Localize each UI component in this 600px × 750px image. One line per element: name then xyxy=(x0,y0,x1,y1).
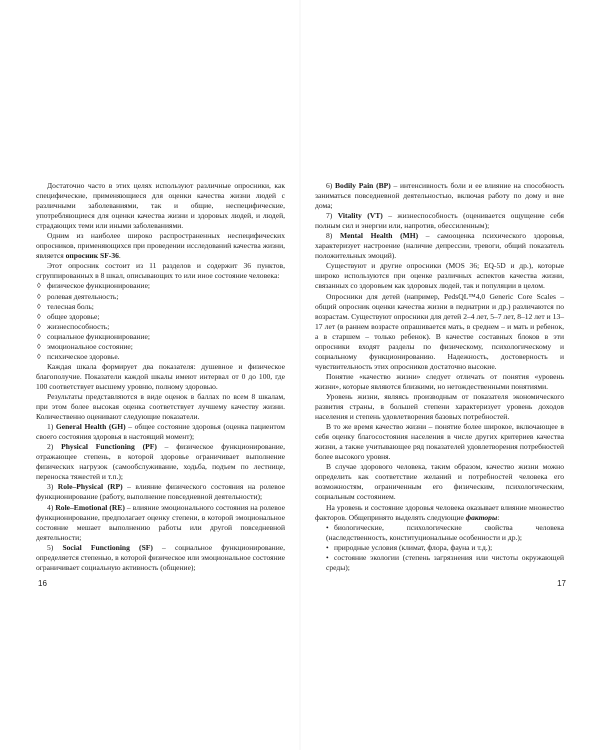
scale-number: 7) xyxy=(326,211,333,221)
paragraph: Опросники для детей (например, PedsQL™4,0 Generic Core Scales – общий опросник оценки качества жизни в педиатрии и др.) различаются по возрастам. Существуют опросники для детей 2–4 лет, 5–7 лет, 8–12 лет и 13–17 лет (в раннем возрасте опрашивается мать, в среднем – и мать и ребенок, а в старшем – только ребенок). В качестве составных блоков в эти опросники входят разделы по физическому, психологическому и социальному функционированию. Надежность, достоверность и чувствительность этих опросников достаточно высокие. xyxy=(315,291,564,371)
list-item-text: биологические, психологические свойства человека (наследственность, конституциональные особенности и др.); xyxy=(326,522,564,542)
list-item xyxy=(36,312,285,322)
list-item-text: эмоциональное состояние; xyxy=(47,341,133,351)
list-item-text: природные условия (климат, флора, фауна и т.д.); xyxy=(334,542,493,552)
factors-term: факторы xyxy=(465,512,498,522)
page-number: 16 xyxy=(38,579,47,588)
diamond-bullet-icon: ◊ xyxy=(37,281,41,291)
scale-text: – жизнеспособность (оценивается ощущение себя полным сил и энергии или, напротив, обессиленным); xyxy=(315,211,564,231)
list-item-text: социальное функционирование; xyxy=(47,331,150,341)
scale-name: Vitality (VT) xyxy=(337,211,383,221)
paragraph: Уровень жизни, являясь производным от показателя экономического развития страны, в большей степени характеризует уровень доходов населения и степень удовлетворения базовых потребностей. xyxy=(315,391,564,422)
list-item xyxy=(36,281,285,291)
scale-text: – влияние эмоционального состояния на ролевое функционирование, предполагает оценку степени, в которой эмоциональное состояние мешает выполнению работы или другой повседневной деятельности; xyxy=(36,502,285,542)
scale-number: 6) xyxy=(326,181,333,190)
scale-number: 4) xyxy=(47,502,54,512)
paragraph xyxy=(315,503,564,523)
paragraph: Понятие «качество жизни» следует отличать от понятия «уровень жизни», которые являются близкими, но нетождественными понятиями. xyxy=(315,371,564,391)
diamond-bullet-icon: ◊ xyxy=(37,311,41,321)
list-item xyxy=(315,523,564,543)
scale-number: 3) xyxy=(47,482,54,492)
paragraph: В случае здорового человека, таким образом, качество жизни можно определить как соответствие желаний и потребностей человека его возможностям, ограниченным его физическим, психологическим, социальным состоянием. xyxy=(315,462,564,502)
scale-name: General Health (GH) xyxy=(55,422,126,432)
scale-name: Bodily Pain (BP) xyxy=(335,181,391,190)
paragraph: В то же время качество жизни – понятие более широкое, включающее в себя оценку благосостояния населения в числе других критериев качества жизни, а также учитывающее ряд показателей удовлетворения потребностей более высокого уровня. xyxy=(315,422,564,462)
list-item-text: физическое функционирование; xyxy=(47,281,151,291)
scale-name: Role–Physical (RP) xyxy=(57,482,123,492)
list-item xyxy=(36,302,285,312)
right-page xyxy=(300,0,600,750)
scale-name: Social Functioning (SF) xyxy=(62,542,153,552)
right-text-column xyxy=(315,181,564,573)
list-item-text: жизнеспособность; xyxy=(47,321,110,331)
list-item-text: психическое здоровье. xyxy=(47,351,120,361)
list-item xyxy=(315,553,564,573)
scale-text: – общее состояние здоровья (оценка пациентом своего состояния здоровья в настоящий момент); xyxy=(36,422,285,442)
list-item xyxy=(36,332,285,342)
paragraph: Достаточно часто в этих целях используют различные опросники, как специфические, применяющиеся для оценки качества жизни людей с различными заболеваниями, так и общие, неспецифические, употребляющиеся для оценки качества жизни и здоровых людей, и людей, страдающих теми или иными заболеваниями. xyxy=(36,181,285,231)
diamond-bullet-icon: ◊ xyxy=(37,331,41,341)
scale-name: Role–Emotional (RE) xyxy=(55,502,125,512)
scale-item xyxy=(36,422,285,442)
list-item xyxy=(36,292,285,302)
scale-number: 1) xyxy=(47,422,54,432)
diamond-bullet-icon: ◊ xyxy=(37,351,41,361)
paragraph: Каждая шкала формирует два показателя: душевное и физическое благополучие. Показатели каждой шкалы имеют интервал от 0 до 100, где 100 соответствует высшему уровню, полному здоровью. xyxy=(36,361,285,391)
scale-item xyxy=(36,442,285,482)
list-item-text: телесная боль; xyxy=(47,301,94,311)
scale-item xyxy=(315,181,564,211)
scale-item xyxy=(36,482,285,502)
scale-item xyxy=(36,543,285,573)
scale-text: – физическое функционирование, отражающее степень, в которой здоровье ограничивает выполнение физических нагрузок (самообслуживание, ходьба, подъем по лестнице, переноска тяжестей и т.п.); xyxy=(36,442,286,482)
scale-text: – интенсивность боли и ее влияние на способность заниматься повседневной деятельностью, включая работу по дому и вне дома; xyxy=(315,181,565,211)
scale-item xyxy=(315,231,564,261)
scale-number: 5) xyxy=(47,542,54,552)
paragraph: Результаты представляются в виде оценок в баллах по всем 8 шкалам, при этом более высокая оценка соответствует лучшему качеству жизни. Количественно оценивают следующие показатели. xyxy=(36,391,285,422)
scale-text: – самооценка психического здоровья, характеризует настроение (наличие депрессии, тревоги, общий показатель положительных эмоций). xyxy=(315,231,564,261)
bullet-dot-icon: • xyxy=(326,522,329,532)
page-number: 17 xyxy=(557,579,566,588)
scale-item xyxy=(315,211,564,231)
paragraph-text: . xyxy=(118,251,121,261)
left-text-column xyxy=(36,181,285,573)
sf36-term: опросник SF-36 xyxy=(65,251,119,261)
paragraph: Существуют и другие опросники (MOS 36; EQ-5D и др.), которые широко используются при оценке различных аспектов качества жизни, связанных со здоровьем как здоровых людей, так и популяции в целом. xyxy=(315,261,564,291)
paragraph xyxy=(36,231,285,261)
scale-item xyxy=(36,503,285,543)
list-item xyxy=(315,543,564,553)
list-item xyxy=(36,342,285,352)
diamond-bullet-icon: ◊ xyxy=(37,341,41,351)
bullet-dot-icon: • xyxy=(326,542,329,552)
diamond-bullet-icon: ◊ xyxy=(37,301,41,311)
scale-number: 2) xyxy=(47,442,54,452)
diamond-bullet-icon: ◊ xyxy=(37,321,41,331)
paragraph-text: Одним из наиболее широко распространенных неспецифических опросников, применяющихся при проведении исследований качества жизни, является xyxy=(36,231,285,261)
list-item xyxy=(36,322,285,332)
diamond-bullet-icon: ◊ xyxy=(37,291,41,301)
paragraph-text: : xyxy=(497,512,500,522)
bullet-dot-icon: • xyxy=(326,552,329,562)
list-item xyxy=(36,352,285,362)
paragraph: Этот опросник состоит из 11 разделов и содержит 36 пунктов, сгруппированных в 8 шкал, описывающих то или иное состояние человека: xyxy=(36,261,285,281)
scale-text: – социальное функционирование, определяется степенью, в которой физическое или эмоциональное состояние ограничивает социальную активность (общение); xyxy=(36,542,285,572)
list-item-text: ролевая деятельность; xyxy=(47,291,119,301)
paragraph-text: На уровень и состояние здоровья человека оказывает влияние множество факторов. Общепринято выделять следующие xyxy=(315,502,564,522)
list-item-text: общее здоровье; xyxy=(47,311,100,321)
scale-name: Mental Health (MH) xyxy=(339,231,419,241)
scale-number: 8) xyxy=(326,231,333,241)
list-item-text: состояние экологии (степень загрязнения или чистоты окружающей среды); xyxy=(326,552,564,572)
scale-text: – влияние физического состояния на ролевое функционирование (работу, выполнение повседневной деятельности); xyxy=(36,482,285,502)
scale-name: Physical Functioning (PF) xyxy=(61,442,157,452)
